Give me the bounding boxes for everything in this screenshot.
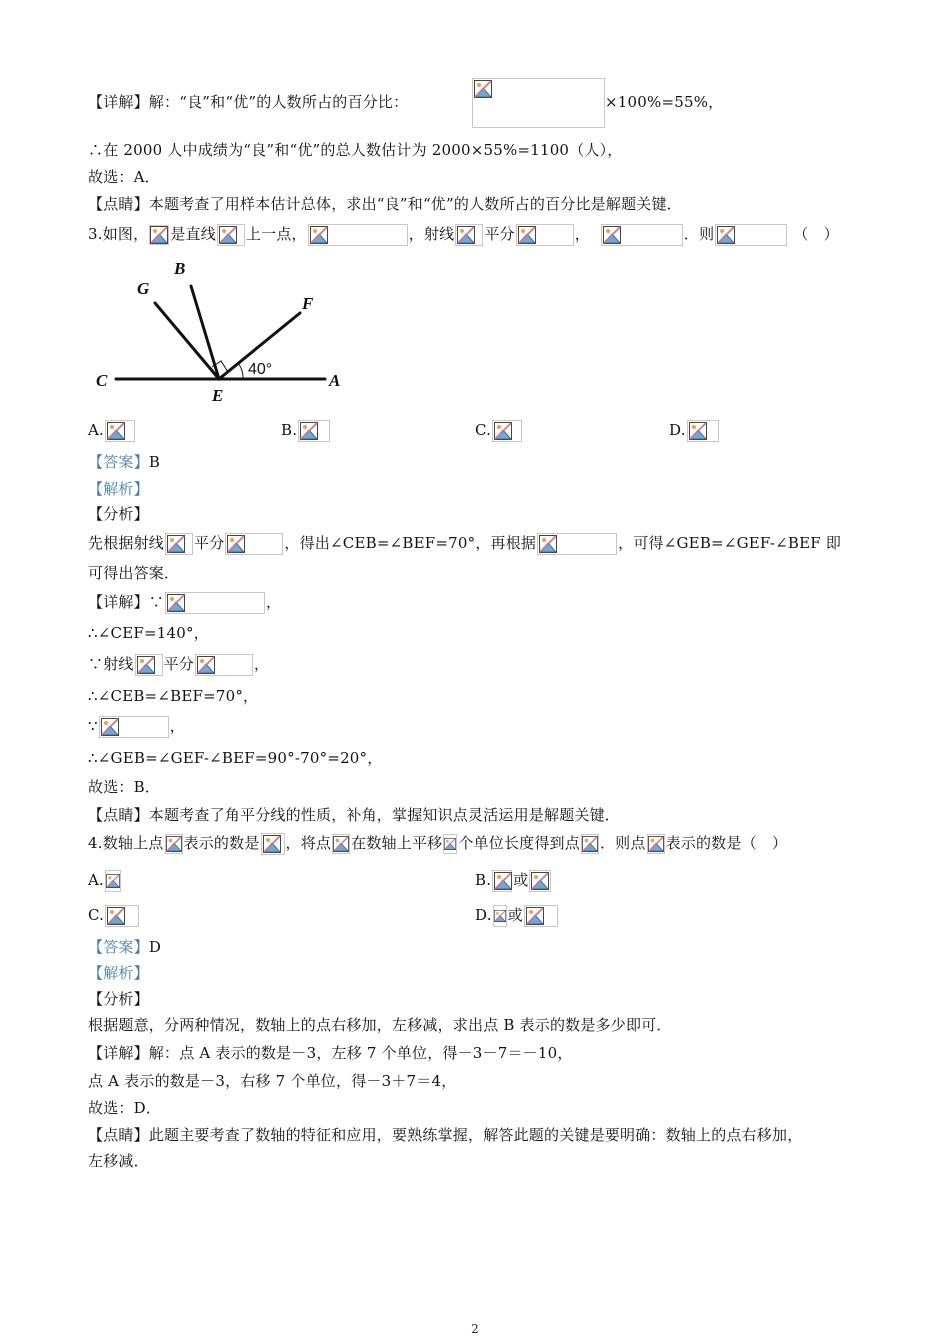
broken-image-icon xyxy=(457,226,475,244)
q3-step-1: ∴∠CEF=140°， xyxy=(88,624,209,642)
q4-comment-1: 【点睛】此题主要考查了数轴的特征和应用，要熟练掌握，解答此题的关键是要明确：数轴上的点右移加， xyxy=(88,1126,803,1144)
broken-image xyxy=(492,420,522,442)
q3-stem xyxy=(88,224,839,246)
q3-step-4: ∵ ， xyxy=(88,716,185,738)
broken-image xyxy=(443,834,457,854)
broken-image-icon xyxy=(333,835,349,853)
broken-image xyxy=(165,533,193,555)
q4-option-c: C. xyxy=(88,905,140,927)
q3-option-a: A. xyxy=(88,420,136,442)
q3-stem-text: 上一点， xyxy=(245,225,307,243)
broken-image-icon xyxy=(300,422,318,440)
broken-image-icon xyxy=(582,835,598,853)
broken-image xyxy=(261,833,285,855)
q3-detail: 【详解】∵ ， xyxy=(88,592,281,614)
q3-comment: 【点睛】本题考查了角平分线的性质，补角，掌握知识点灵活运用是解题关键． xyxy=(88,806,621,824)
broken-image-icon xyxy=(648,835,664,853)
prev-choose: 故选：A． xyxy=(88,168,160,186)
broken-image xyxy=(105,905,139,927)
q4-option-a: A. xyxy=(88,870,122,892)
label-f: F xyxy=(302,294,314,313)
broken-image-icon xyxy=(494,872,512,890)
broken-image-icon xyxy=(150,226,168,244)
answer-value: B xyxy=(148,453,161,471)
broken-image-icon xyxy=(603,226,621,244)
prev-detail-prefix: 【详解】解：“良”和“优”的人数所占的百分比： xyxy=(88,93,409,111)
ray-eg xyxy=(155,303,219,379)
broken-image xyxy=(217,224,245,246)
broken-image xyxy=(537,533,617,555)
broken-image-icon xyxy=(444,835,456,853)
label-e: E xyxy=(212,386,224,405)
broken-image xyxy=(524,905,558,927)
q3-stem-text: 是直线 xyxy=(170,225,216,243)
q4-option-b: B. 或 xyxy=(475,870,552,892)
q3-step-3: ∴∠CEB=∠BEF=70°， xyxy=(88,687,259,705)
broken-image xyxy=(105,870,121,892)
q4-fenxi-label: 【分析】 xyxy=(88,990,149,1008)
q3-stem-text: 平分 xyxy=(484,225,515,243)
label-c: C xyxy=(96,371,108,390)
broken-image xyxy=(135,654,163,676)
broken-image xyxy=(472,78,605,128)
q4-comment-2: 左移减． xyxy=(88,1152,149,1170)
broken-image xyxy=(687,420,719,442)
broken-image-icon xyxy=(101,718,119,736)
broken-image xyxy=(195,654,253,676)
broken-image xyxy=(308,224,408,246)
broken-image-icon xyxy=(197,656,215,674)
broken-image-icon xyxy=(717,226,735,244)
q4-fenxi-text: 根据题意，分两种情况，数轴上的点右移加，左移减，求出点 B 表示的数是多少即可． xyxy=(88,1016,672,1034)
broken-image-icon xyxy=(494,907,506,925)
broken-image-icon xyxy=(539,535,557,553)
q3-option-b: B. xyxy=(281,420,331,442)
q3-stem-text: ， xyxy=(574,225,590,243)
broken-image-icon xyxy=(219,226,237,244)
q3-fenxi-label: 【分析】 xyxy=(88,505,149,523)
page-number: 2 xyxy=(471,1322,479,1336)
broken-image-icon xyxy=(107,422,125,440)
q3-stem-text: 3.如图， xyxy=(88,225,149,243)
broken-image-icon xyxy=(107,907,125,925)
broken-image-icon xyxy=(518,226,536,244)
broken-image-icon xyxy=(689,422,707,440)
broken-image-icon xyxy=(263,835,281,853)
broken-image xyxy=(492,870,512,892)
broken-image xyxy=(105,420,135,442)
broken-image xyxy=(493,905,507,927)
q3-stem-text: （ ） xyxy=(793,225,839,243)
broken-image xyxy=(149,225,169,245)
prev-comment: 【点睛】本题考查了用样本估计总体，求出“良”和“优”的人数所占的百分比是解题关键． xyxy=(88,195,682,213)
q3-answer xyxy=(88,452,160,472)
broken-image xyxy=(165,834,183,854)
q4-detail-1: 【详解】解：点 A 表示的数是－3，左移 7 个单位，得－3－7＝－10， xyxy=(88,1044,573,1062)
broken-image-icon xyxy=(310,226,328,244)
answer-label: 【答案】 xyxy=(88,453,149,471)
answer-value: D xyxy=(148,938,162,956)
prev-conclusion: ∴在 2000 人中成绩为“良”和“优”的总人数估计为 2000×55%=1100（人）， xyxy=(88,141,623,159)
q3-option-c: C. xyxy=(475,420,523,442)
broken-image xyxy=(455,224,483,246)
label-a: A xyxy=(329,371,341,390)
broken-image xyxy=(647,834,665,854)
broken-image-icon xyxy=(166,835,182,853)
broken-image-icon xyxy=(531,872,549,890)
broken-image-icon xyxy=(167,535,185,553)
q4-analysis-label: 【解析】 xyxy=(88,964,149,982)
prev-detail-line xyxy=(88,92,408,112)
broken-image xyxy=(298,420,330,442)
broken-image-icon xyxy=(227,535,245,553)
broken-image xyxy=(581,834,599,854)
broken-image xyxy=(99,716,169,738)
broken-image-icon xyxy=(474,80,492,98)
q4-answer xyxy=(88,937,161,957)
q3-fenxi-line2: 可得出答案． xyxy=(88,564,180,582)
broken-image xyxy=(715,224,787,246)
q4-choose: 故选：D． xyxy=(88,1099,162,1117)
q4-option-d: D. 或 xyxy=(475,905,559,927)
label-b: B xyxy=(174,259,186,278)
q3-choose: 故选：B． xyxy=(88,778,161,796)
answer-label: 【答案】 xyxy=(88,938,149,956)
q4-detail-2: 点 A 表示的数是－3，右移 7 个单位，得－3＋7＝4， xyxy=(88,1072,457,1090)
broken-image-icon xyxy=(167,594,185,612)
broken-image xyxy=(332,834,350,854)
q3-step-2: ∵射线 平分 ， xyxy=(88,654,269,676)
broken-image xyxy=(516,224,574,246)
q3-option-d: D. xyxy=(669,420,720,442)
broken-image-icon xyxy=(106,872,120,890)
q3-analysis-label: 【解析】 xyxy=(88,480,149,498)
broken-image-icon xyxy=(526,907,544,925)
prev-detail-suffix: ×100%=55%， xyxy=(605,93,724,111)
broken-image xyxy=(529,870,551,892)
broken-image-icon xyxy=(137,656,155,674)
angle-40-label: 40° xyxy=(248,361,273,378)
q3-fenxi-line1: 先根据射线 平分 ，得出∠CEB=∠BEF=70°，再根据 ，可得∠GEB=∠GEF-∠BEF 即 xyxy=(88,533,841,555)
label-g: G xyxy=(137,279,150,298)
q4-stem: 4.数轴上点 表示的数是 ，将点 在数轴上平移 个单位长度得到点 ．则点 表示的数是（ ） xyxy=(88,833,787,855)
broken-image-icon xyxy=(494,422,512,440)
broken-image xyxy=(601,224,683,246)
q3-stem-text: ，射线 xyxy=(408,225,455,243)
angle-figure xyxy=(88,255,353,405)
q3-stem-text: ．则 xyxy=(683,225,715,243)
broken-image xyxy=(165,592,265,614)
broken-image xyxy=(225,533,283,555)
q3-step-5: ∴∠GEB=∠GEF-∠BEF=90°-70°=20°， xyxy=(88,749,383,767)
